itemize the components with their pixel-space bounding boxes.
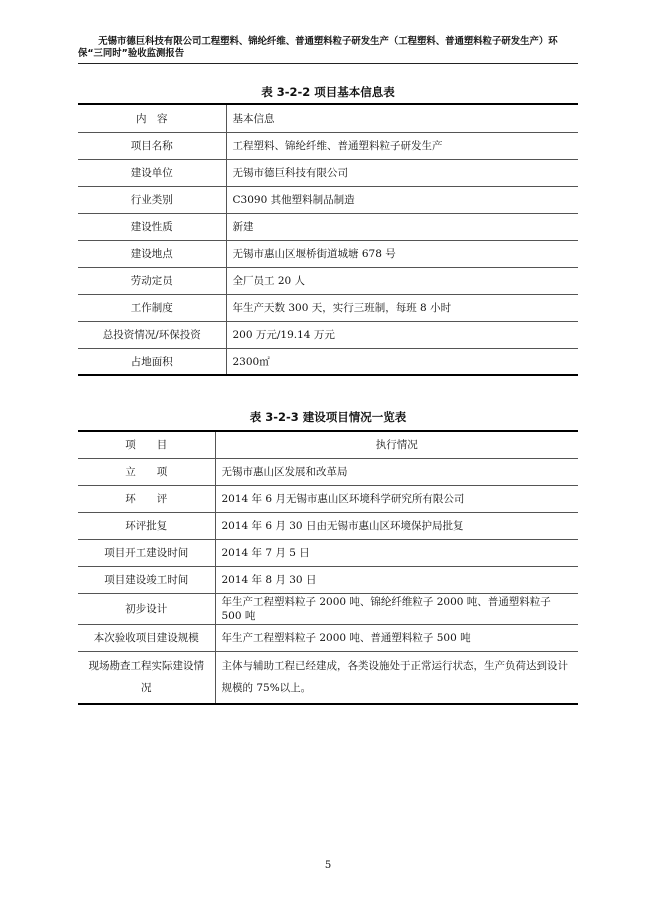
table-row <box>78 593 578 624</box>
header-cell: 项 目 <box>78 431 215 458</box>
header-cell: 基本信息 <box>226 104 578 132</box>
table-row <box>78 267 578 294</box>
header-divider <box>78 63 578 64</box>
row-value: 2014 年 6 月 30 日由无锡市惠山区环境保护局批复 <box>215 512 578 539</box>
table-row <box>78 186 578 213</box>
header-cell: 内 容 <box>78 104 226 132</box>
row-value: 主体与辅助工程已经建成，各类设施处于正常运行状态，生产负荷达到设计规模的 75%以上。 <box>215 651 578 704</box>
row-value: 无锡市德巨科技有限公司 <box>226 159 578 186</box>
row-value: 2300㎡ <box>226 348 578 375</box>
report-header <box>78 36 578 60</box>
table-row <box>78 159 578 186</box>
row-value: 全厂员工 20 人 <box>226 267 578 294</box>
table-row <box>78 132 578 159</box>
table-row <box>78 348 578 375</box>
table-row <box>78 624 578 651</box>
header-line-2: 保“三同时”验收监测报告 <box>78 48 185 59</box>
row-value: 200 万元/19.14 万元 <box>226 321 578 348</box>
table-row <box>78 566 578 593</box>
table-header-row <box>78 431 578 458</box>
row-value: C3090 其他塑料制品制造 <box>226 186 578 213</box>
project-basic-info-table <box>78 103 578 376</box>
table1-caption: 表 3-2-2 项目基本信息表 <box>261 85 395 99</box>
table-row <box>78 512 578 539</box>
table2-caption: 表 3-2-3 建设项目情况一览表 <box>249 410 407 424</box>
row-label: 项目建设竣工时间 <box>78 566 215 593</box>
table-row <box>78 240 578 267</box>
row-value: 工程塑料、锦纶纤维、普通塑料粒子研发生产 <box>226 132 578 159</box>
row-value: 新建 <box>226 213 578 240</box>
row-label: 建设单位 <box>78 159 226 186</box>
row-value: 年生产天数 300 天，实行三班制，每班 8 小时 <box>226 294 578 321</box>
row-label: 占地面积 <box>78 348 226 375</box>
row-value: 无锡市惠山区堰桥街道城塘 678 号 <box>226 240 578 267</box>
table-row <box>78 539 578 566</box>
row-value: 年生产工程塑料粒子 2000 吨、锦纶纤维粒子 2000 吨、普通塑料粒子 500 吨 <box>215 593 578 624</box>
row-label: 项目开工建设时间 <box>78 539 215 566</box>
row-label: 工作制度 <box>78 294 226 321</box>
row-label: 总投资情况/环保投资 <box>78 321 226 348</box>
table-row <box>78 458 578 485</box>
table-row <box>78 213 578 240</box>
header-line-1: 无锡市德巨科技有限公司工程塑料、锦纶纤维、普通塑料粒子研发生产（工程塑料、普通塑料粒子研发生产）环 <box>98 36 558 47</box>
row-label: 现场勘查工程实际建设情况 <box>78 651 215 704</box>
row-value: 2014 年 7 月 5 日 <box>215 539 578 566</box>
table-header-row <box>78 104 578 132</box>
table-row <box>78 485 578 512</box>
page-number: 5 <box>324 860 332 871</box>
table-row <box>78 651 578 704</box>
row-label: 建设地点 <box>78 240 226 267</box>
row-value: 无锡市惠山区发展和改革局 <box>215 458 578 485</box>
row-label: 环 评 <box>78 485 215 512</box>
header-cell: 执行情况 <box>215 431 578 458</box>
row-label: 环评批复 <box>78 512 215 539</box>
table-row <box>78 294 578 321</box>
row-label: 行业类别 <box>78 186 226 213</box>
row-label: 初步设计 <box>78 593 215 624</box>
row-value: 2014 年 8 月 30 日 <box>215 566 578 593</box>
table-row <box>78 321 578 348</box>
row-label: 项目名称 <box>78 132 226 159</box>
construction-project-table <box>78 430 578 705</box>
row-label: 建设性质 <box>78 213 226 240</box>
row-label: 劳动定员 <box>78 267 226 294</box>
row-value: 2014 年 6 月无锡市惠山区环境科学研究所有限公司 <box>215 485 578 512</box>
row-value: 年生产工程塑料粒子 2000 吨、普通塑料粒子 500 吨 <box>215 624 578 651</box>
row-label: 本次验收项目建设规模 <box>78 624 215 651</box>
row-label: 立 项 <box>78 458 215 485</box>
